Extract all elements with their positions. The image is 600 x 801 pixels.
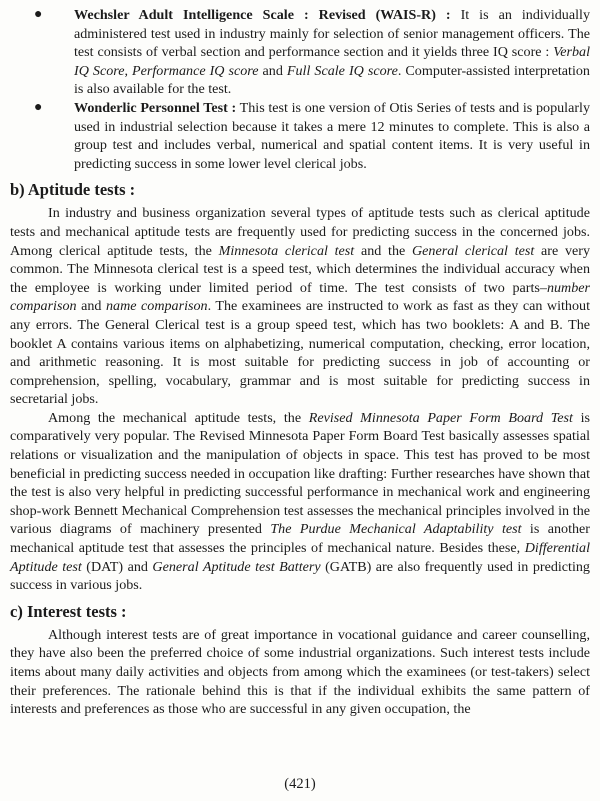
section-heading-interest: c) Interest tests : bbox=[10, 601, 127, 621]
emphasis: name comparison bbox=[105, 298, 208, 315]
paragraph: Although interest tests are of great importance in vocational guidance and career counselling, they have also been the preferred choice of some industrial organizations. Such interest tests include items about many daily activities and objects from among which the examinees (or test-takers) select their preferences. The rationale behind this is that if the individual exhibits the same pattern of interests and preferences as those who are successful in any given occupation, the bbox=[10, 626, 590, 718]
text-run: and bbox=[76, 298, 106, 315]
text-run: , bbox=[124, 62, 133, 79]
text-run: are very common. The Minnesota clerical test is a speed test, which determines the individual accuracy when the employee is working under limited period of time. The test consists of two parts– bbox=[10, 242, 590, 296]
section-heading-aptitude: b) Aptitude tests : bbox=[10, 180, 136, 200]
text-run: . The examinees are instructed to work as fast as they can without any errors. The General Clerical test is a group speed test, which has two booklets: A and B. The booklet A contains various items on alphabetizing, numerical computation, checking, error location, and arithmetic reasoning. It is most suitable for predicting success in job of accounting or comprehension, spelling, vocabulary, grammar and is most suitable for predicting success in secretarial jobs. bbox=[10, 298, 590, 408]
emphasis: Full Scale IQ score bbox=[286, 62, 398, 79]
bullet-list bbox=[10, 6, 590, 173]
text-run: and bbox=[258, 62, 287, 79]
text-run: This test is one version of Otis Series of tests and is popularly used in industrial selection because it takes a mere 12 minutes to complete. This is also a group test and includes verbal, numerical and spatial content items. It is very useful in predicting success in some lower level clerical jobs. bbox=[74, 99, 591, 172]
page-number: (421) bbox=[284, 776, 316, 792]
list-item bbox=[34, 99, 590, 173]
emphasis: Verbal IQ Score bbox=[74, 44, 590, 79]
text-run: and the bbox=[354, 242, 412, 259]
bullet-icon: ● bbox=[34, 7, 43, 22]
emphasis: Revised Minnesota Paper Form Board Test bbox=[308, 409, 573, 426]
paragraph bbox=[10, 204, 590, 409]
emphasis: number comparison bbox=[10, 279, 590, 315]
text-run: is another mechanical aptitude test that assesses the principles of mechanical nature. Besides these, bbox=[10, 521, 590, 557]
list-item-text bbox=[74, 99, 590, 173]
emphasis: General clerical test bbox=[412, 242, 535, 259]
text-run: (GATB) are also frequently used in predicting success in various jobs. bbox=[10, 558, 590, 594]
list-item-title: Wonderlic Personnel Test : bbox=[74, 99, 237, 116]
text-run: It is an individually administered test used in industry mainly for selection of senior management officers. The test consists of verbal section and performance section and it yields three IQ score : bbox=[74, 7, 590, 61]
text-run: is comparatively very popular. The Revised Minnesota Paper Form Board Test basically assesses spatial relations or visualization and the manipulation of objects in space. This test has proved to be most beneficial in predicting success needed in occupation like drafting: Further researches have shown that the test is also very helpful in predicting successful performance in mechanical work and engineering shop-work Bennett Mechanical Comprehension test assesses the mechanical principles involved in the various diagrams of machinery presented bbox=[10, 409, 590, 538]
bullet-icon: ● bbox=[34, 99, 43, 115]
emphasis: Performance IQ score bbox=[132, 62, 259, 79]
text-run: In industry and business organization several types of aptitude tests such as clerical aptitude tests and mechanical aptitude tests are frequently used for predicting success in the concerned jobs. Among clerical aptitude tests, the bbox=[10, 205, 590, 259]
text-run: (DAT) and bbox=[81, 558, 153, 575]
text-run: . Computer-assisted interpretation is also available for the test. bbox=[74, 62, 590, 98]
paragraph bbox=[10, 409, 590, 595]
list-item bbox=[34, 6, 590, 99]
list-item-title: Wechsler Adult Intelligence Scale : Revised (WAIS-R) : bbox=[74, 7, 451, 23]
text-run: Among the mechanical aptitude tests, the bbox=[48, 409, 309, 426]
list-item-text bbox=[74, 6, 590, 99]
emphasis: General Aptitude test Battery bbox=[152, 558, 321, 575]
emphasis: The Purdue Mechanical Adaptability test bbox=[270, 521, 522, 538]
emphasis: Minnesota clerical test bbox=[218, 242, 355, 259]
emphasis: Differential Aptitude test bbox=[10, 540, 590, 575]
